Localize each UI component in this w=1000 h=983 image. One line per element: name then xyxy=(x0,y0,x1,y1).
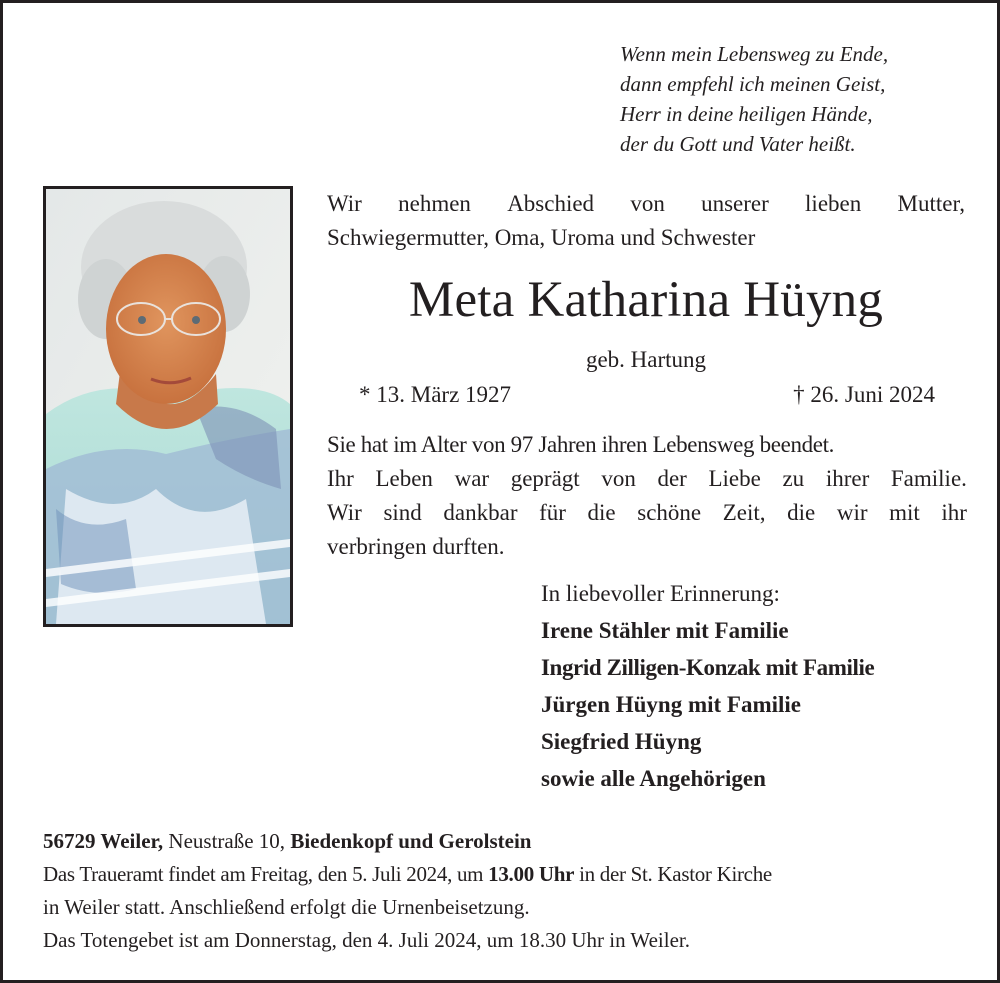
verse-line: Wenn mein Lebensweg zu Ende, xyxy=(620,42,889,66)
word: die xyxy=(587,500,616,525)
intro-word: Wir xyxy=(327,191,362,216)
word: ihrer xyxy=(825,466,870,491)
intro-word: unserer xyxy=(701,191,769,216)
address-city: 56729 Weiler, xyxy=(43,829,164,853)
tribute-line-1: Sie hat im Alter von 97 Jahren ihren Lebensweg beendet. xyxy=(327,432,835,457)
word: für xyxy=(539,500,566,525)
mourner-name: sowie alle Angehörigen xyxy=(541,766,766,791)
word: der xyxy=(657,466,687,491)
intro-word: Mutter, xyxy=(897,191,965,216)
word: die xyxy=(787,500,816,525)
service-time: 13.00 Uhr xyxy=(488,862,575,886)
portrait-image xyxy=(46,189,290,624)
tribute-line-4: verbringen durften. xyxy=(327,534,505,559)
service-text: Das Traueramt findet am Freitag, den 5. Juli 2024, um xyxy=(43,862,489,886)
verse-line: Herr in deine heiligen Hände, xyxy=(620,102,873,126)
verse-quote xyxy=(620,39,980,159)
word: von xyxy=(601,466,636,491)
deceased-name: Meta Katharina Hüyng xyxy=(408,272,884,328)
word: Zeit, xyxy=(722,500,766,525)
mourners-heading: In liebevoller Erinnerung: xyxy=(541,581,780,606)
word: mit xyxy=(889,500,920,525)
birth-date: * 13. März 1927 xyxy=(359,382,512,407)
service-location: in der St. Kastor Kirche xyxy=(574,862,772,886)
address-street: Neustraße 10, xyxy=(163,829,291,853)
tribute-text xyxy=(327,428,967,564)
intro-word: nehmen xyxy=(398,191,471,216)
tribute-line-3 xyxy=(327,496,967,530)
portrait-photo xyxy=(43,186,293,627)
death-date: † 26. Juni 2024 xyxy=(793,382,935,407)
intro-line-1 xyxy=(327,187,965,221)
mourners-list xyxy=(541,575,981,797)
service-line-1 xyxy=(43,858,973,891)
farewell-intro xyxy=(327,187,965,255)
word: geprägt xyxy=(510,466,580,491)
mourner-name: Jürgen Hüyng mit Familie xyxy=(541,692,802,717)
maiden-name: geb. Hartung xyxy=(585,347,707,372)
word: dankbar xyxy=(443,500,518,525)
intro-word: lieben xyxy=(805,191,862,216)
word: ihr xyxy=(941,500,967,525)
intro-word: Abschied xyxy=(507,191,595,216)
tribute-line-2 xyxy=(327,462,967,496)
word: zu xyxy=(782,466,805,491)
word: Wir xyxy=(327,500,362,525)
address-line xyxy=(43,825,973,858)
word: schöne xyxy=(637,500,702,525)
word: wir xyxy=(836,500,868,525)
word: war xyxy=(454,466,490,491)
address-places: Biedenkopf und Gerolstein xyxy=(290,829,532,853)
prayer-line: Das Totengebet ist am Donnerstag, den 4. Juli 2024, um 18.30 Uhr in Weiler. xyxy=(43,928,690,952)
word: Ihr xyxy=(327,466,354,491)
mourner-name: Siegfried Hüyng xyxy=(541,729,702,754)
intro-line-2: Schwiegermutter, Oma, Uroma und Schwester xyxy=(327,225,756,250)
word: sind xyxy=(383,500,422,525)
funeral-details xyxy=(43,825,973,957)
word: Familie. xyxy=(890,466,967,491)
mourner-name: Ingrid Zilligen-Konzak mit Familie xyxy=(541,655,875,680)
service-line-2: in Weiler statt. Anschließend erfolgt die Urnenbeisetzung. xyxy=(43,895,530,919)
word: Liebe xyxy=(708,466,761,491)
life-dates xyxy=(359,379,935,411)
mourner-name: Irene Stähler mit Familie xyxy=(541,618,789,643)
intro-word: von xyxy=(630,191,665,216)
verse-line: der du Gott und Vater heißt. xyxy=(620,132,856,156)
word: Leben xyxy=(375,466,433,491)
verse-line: dann empfehl ich meinen Geist, xyxy=(620,72,886,96)
